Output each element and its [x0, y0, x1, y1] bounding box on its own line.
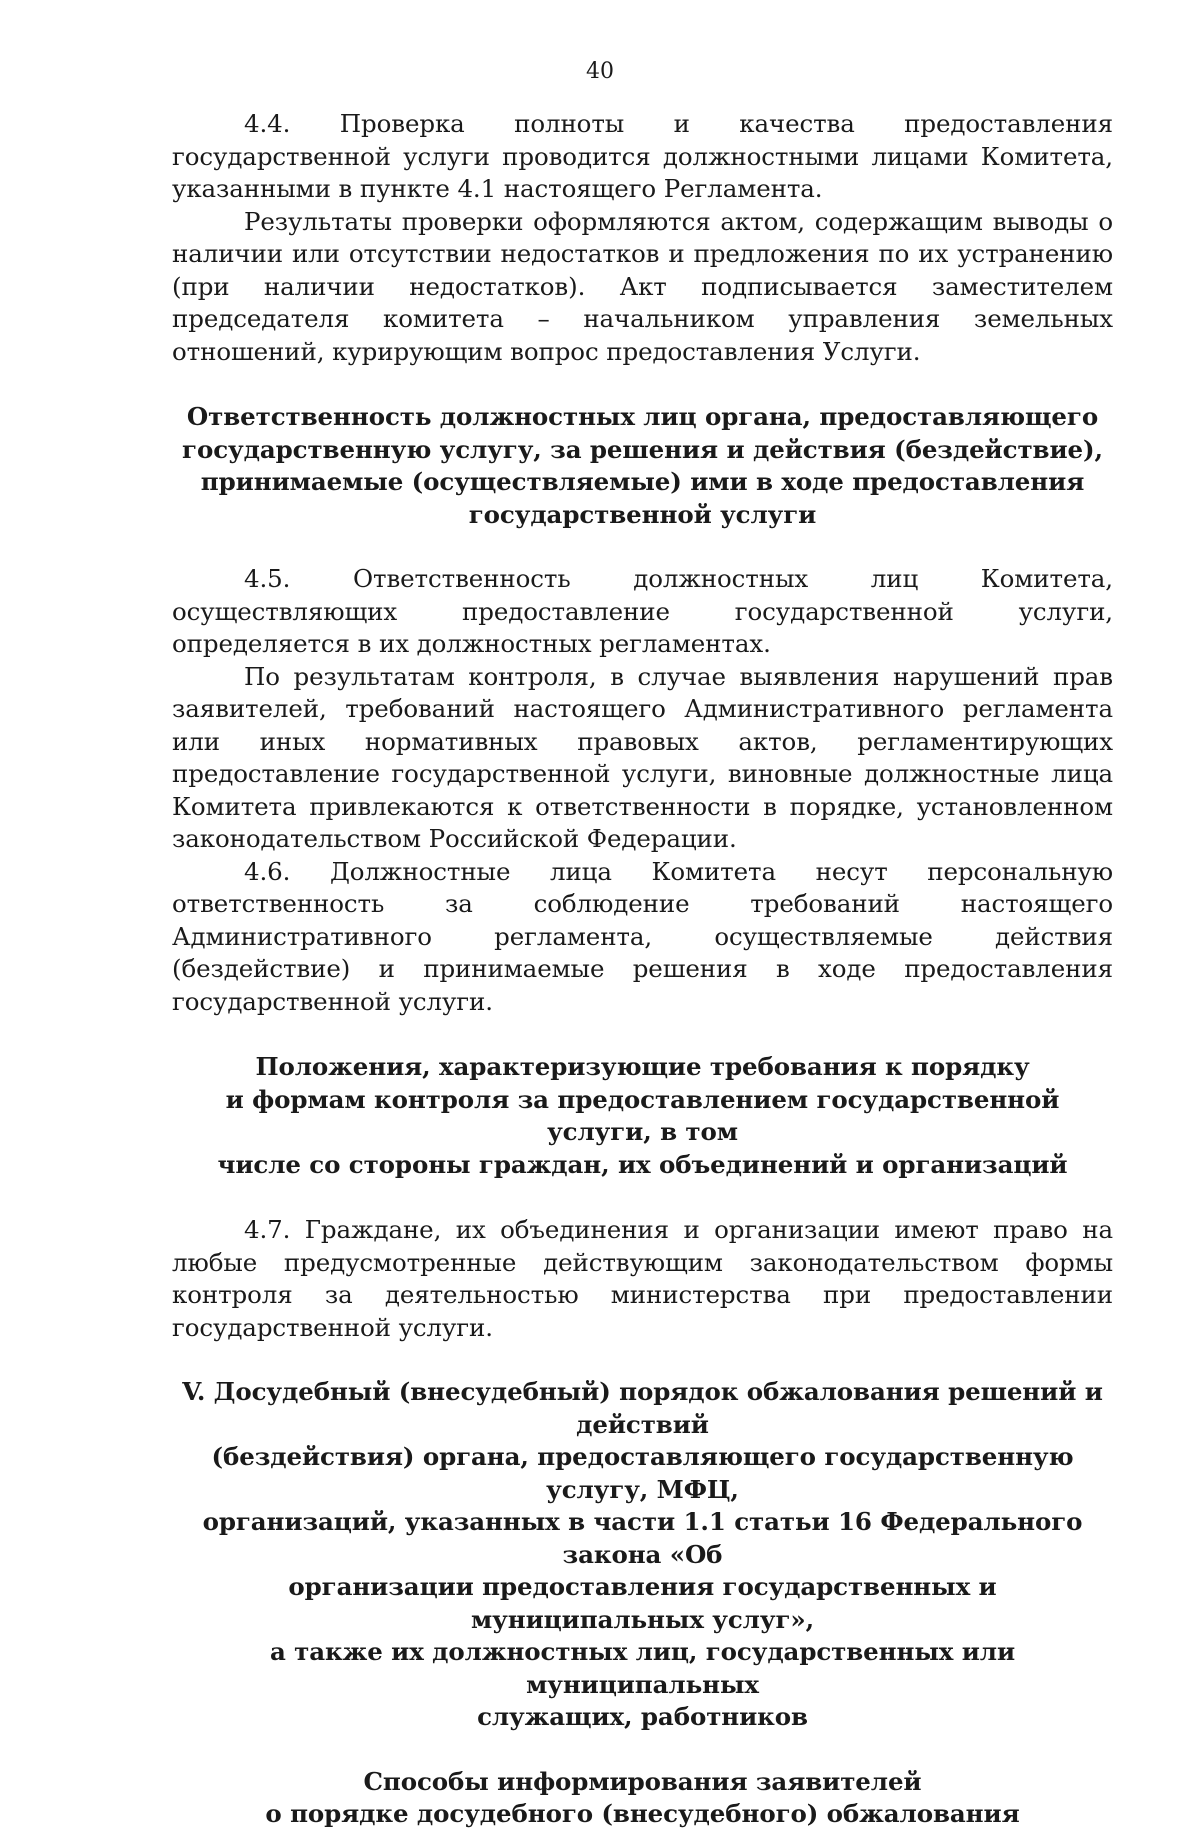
paragraph-4-4: 4.4. Проверка полноты и качества предоставления государственной услуги проводится должностными лицами Комитета, указанными в пункте 4.1 настоящего Регламента.	[172, 109, 1113, 203]
document-body	[172, 108, 1113, 1831]
heading-line: а также их должностных лиц, государственных или муниципальных	[269, 1637, 1016, 1699]
heading-control-requirements	[172, 1051, 1113, 1181]
paragraph-4-5: 4.5. Ответственность должностных лиц Комитета, осуществляющих предоставление государственной услуги, определяется в их должностных регламентах.	[172, 564, 1113, 658]
heading-section-v	[172, 1376, 1113, 1734]
heading-line: числе со стороны граждан, их объединений и организаций	[217, 1149, 1068, 1179]
heading-officials-responsibility	[172, 401, 1113, 531]
heading-line: организации предоставления государственных и муниципальных услуг»,	[288, 1572, 997, 1634]
heading-line: о порядке досудебного (внесудебного) обжалования	[265, 1799, 1020, 1828]
spacer	[172, 1734, 1113, 1766]
paragraph-4-7: 4.7. Граждане, их объединения и организации имеют право на любые предусмотренные действующим законодательством формы контроля за деятельностью министерства при предоставлении государственной услуги.	[172, 1215, 1113, 1342]
spacer	[172, 368, 1113, 401]
heading-line: государственной услуги	[468, 499, 817, 529]
spacer	[172, 1018, 1113, 1051]
spacer	[172, 1181, 1113, 1214]
paragraph-control-results: По результатам контроля, в случае выявления нарушений прав заявителей, требований настоящего Административного регламента или иных нормативных правовых актов, регламентирующих предоставление государственной услуги, виновные должностные лица Комитета привлекаются к ответственности в порядке, установленном законодательством Российской Федерации.	[172, 661, 1113, 853]
paragraph-inspection-results: Результаты проверки оформляются актом, содержащим выводы о наличии или отсутствии недостатков и предложения по их устранению (при наличии недостатков). Акт подписывается заместителем председателя комитета – начальником управления земельных отношений, курирующим вопрос предоставления Услуги.	[172, 206, 1113, 366]
heading-line: Способы информирования заявителей	[363, 1766, 922, 1796]
heading-line: и формам контроля за предоставлением государственной услуги, в том	[225, 1084, 1060, 1146]
heading-line: V. Досудебный (внесудебный) порядок обжалования решений и действий	[182, 1377, 1103, 1439]
spacer	[172, 531, 1113, 563]
heading-line: принимаемые (осуществляемые) ими в ходе предоставления	[200, 467, 1085, 496]
heading-line: (бездействия) органа, предоставляющего государственную услугу, МФЦ,	[211, 1442, 1074, 1504]
paragraph-4-6: 4.6. Должностные лица Комитета несут персональную ответственность за соблюдение требований настоящего Административного регламента, осуществляемые действия (бездействие) и принимаемые решения в ходе предоставления государственной услуги.	[172, 856, 1113, 1016]
heading-line: Ответственность должностных лиц органа, предоставляющего	[186, 402, 1099, 431]
heading-informing-methods	[172, 1766, 1113, 1831]
page-number: 40	[586, 59, 614, 84]
spacer	[172, 1344, 1113, 1376]
heading-line: служащих, работников	[477, 1702, 808, 1731]
heading-line: Положения, характеризующие требования к порядку	[255, 1052, 1030, 1081]
heading-line: организаций, указанных в части 1.1 статьи 16 Федерального закона «Об	[202, 1507, 1083, 1569]
heading-line: государственную услугу, за решения и действия (бездействие),	[182, 434, 1103, 464]
